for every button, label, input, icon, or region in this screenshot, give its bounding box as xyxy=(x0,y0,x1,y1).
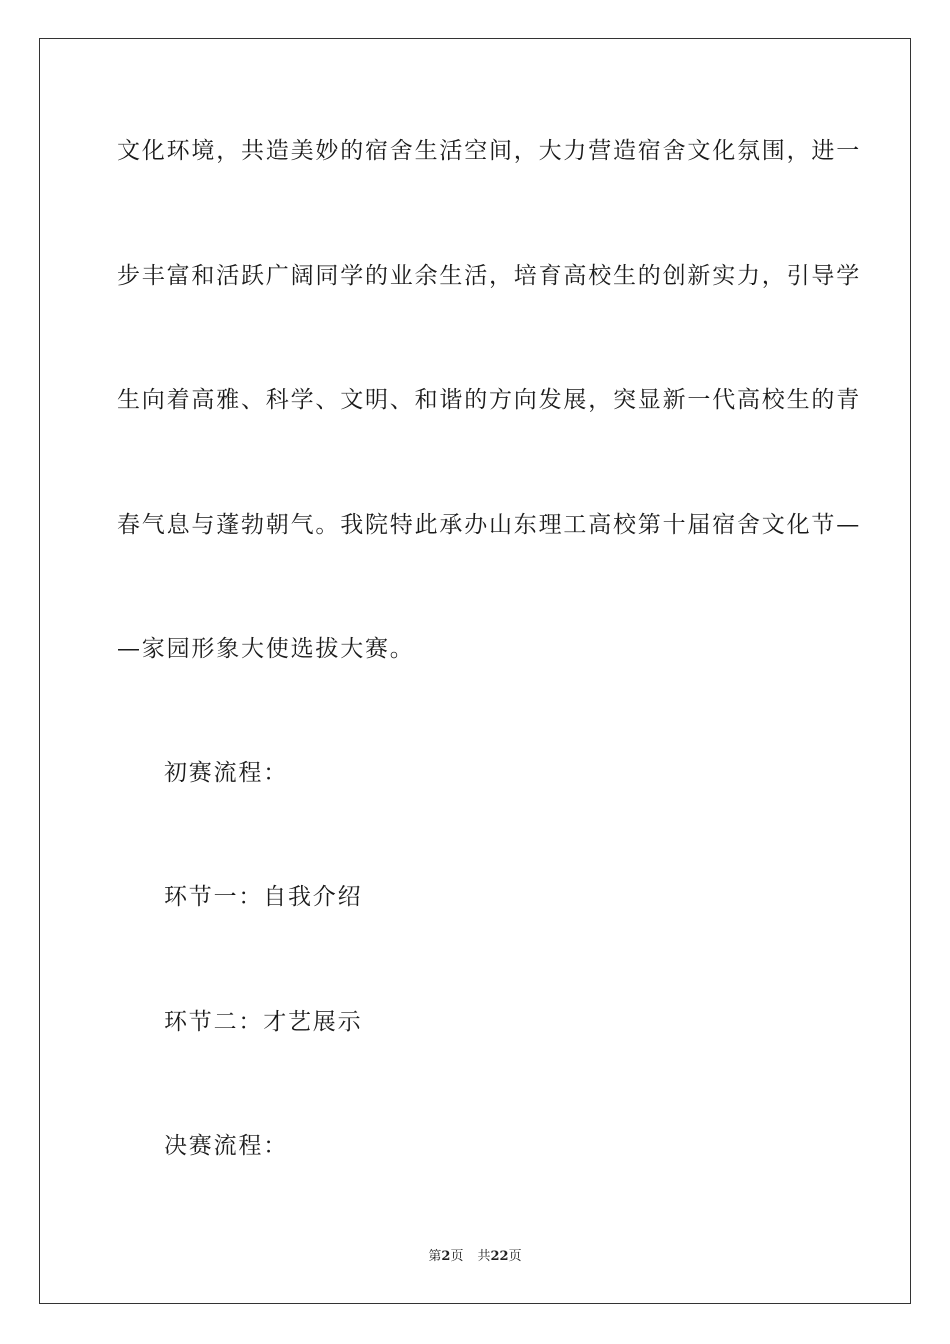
paragraph-line-3: 生向着高雅、科学、文明、和谐的方向发展，突显新一代高校生的青 xyxy=(117,387,861,413)
final-heading: 决赛流程： xyxy=(164,1133,288,1159)
footer-total-prefix: 共 xyxy=(477,1249,491,1264)
paragraph-line-5: —家园形象大使选拔大赛。 xyxy=(117,636,415,662)
stage-two-line: 环节二：才艺展示 xyxy=(164,1009,363,1035)
footer-page-suffix: 页 xyxy=(450,1249,464,1264)
footer-total-suffix: 页 xyxy=(508,1249,522,1264)
footer-total-pages: 22 xyxy=(490,1249,509,1264)
page-footer xyxy=(0,1248,950,1266)
footer-page-number: 2 xyxy=(441,1249,451,1264)
prelim-heading: 初赛流程： xyxy=(164,760,288,786)
stage-one-line: 环节一：自我介绍 xyxy=(164,884,363,910)
footer-page-prefix: 第 xyxy=(428,1249,442,1264)
paragraph-line-4: 春气息与蓬勃朝气。我院特此承办山东理工高校第十届宿舍文化节— xyxy=(117,512,861,538)
paragraph-line-1: 文化环境，共造美妙的宿舍生活空间，大力营造宿舍文化氛围，进一 xyxy=(117,138,861,164)
page-border xyxy=(39,38,911,1304)
paragraph-line-2: 步丰富和活跃广阔同学的业余生活，培育高校生的创新实力，引导学 xyxy=(117,263,861,289)
